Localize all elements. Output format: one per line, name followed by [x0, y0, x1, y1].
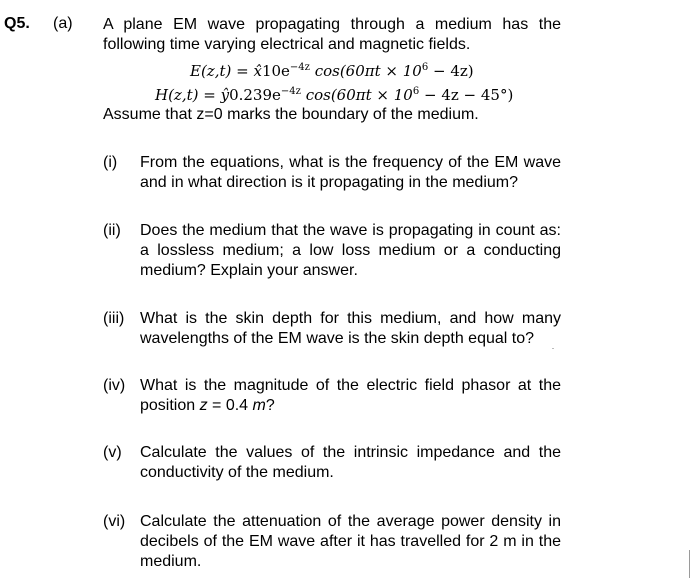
position-value: = 0.4 — [207, 397, 253, 414]
h-field-cos: cos(60πt × 10 — [300, 86, 413, 104]
subquestion-text: Calculate the values of the intrinsic impedance and the conductivity of the medium. — [140, 444, 561, 481]
subquestion-label: (v) — [103, 444, 122, 461]
h-field-exponent: −4z — [280, 86, 301, 97]
subquestion-ii — [103, 221, 561, 281]
subquestion-v — [103, 443, 561, 483]
subquestion-label: (iv) — [103, 377, 126, 394]
h-field-unit-vector: ŷ — [220, 86, 230, 104]
stray-mark — [552, 348, 554, 349]
h-field-lhs: H(z,t) = — [155, 86, 221, 104]
subquestion-text: What is the skin depth for this medium, and how many wavelengths of the EM wave is the skin depth equal to? — [140, 310, 561, 347]
e-field-unit-vector: x̂ — [253, 62, 262, 80]
subquestion-label: (iii) — [103, 310, 125, 327]
subquestion-label: (vi) — [103, 513, 126, 530]
subquestion-text: From the equations, what is the frequency of the EM wave and in what direction is it propagating in the medium? — [140, 154, 561, 191]
h-field-coef: 0.239e — [229, 86, 281, 104]
subquestion-iii — [103, 309, 561, 349]
electric-field-equation — [190, 58, 474, 81]
subquestion-text: Calculate the attenuation of the average power density in decibels of the EM wave after it has travelled for 2 m in the medium. — [140, 513, 561, 570]
e-field-tail: − 4z) — [428, 62, 474, 80]
margin-line — [689, 550, 690, 578]
h-field-exponent-2: 6 — [412, 86, 420, 97]
e-field-cos: cos(60πt × 10 — [309, 62, 422, 80]
e-field-lhs: E(z,t) = — [190, 62, 254, 80]
subquestion-iv — [103, 376, 561, 416]
subquestion-label: (i) — [103, 154, 118, 171]
subquestion-text-after: ? — [265, 397, 275, 414]
part-label: (a) — [53, 15, 73, 32]
position-variable: z — [199, 397, 208, 414]
position-unit: m — [252, 397, 266, 414]
magnetic-field-equation — [155, 82, 513, 105]
subquestion-vi — [103, 512, 561, 572]
question-number: Q5. — [4, 15, 30, 32]
e-field-coef: 10e — [261, 62, 290, 80]
e-field-exponent-2: 6 — [421, 62, 429, 73]
question-intro: A plane EM wave propagating through a medium has the following time varying electrical and magnetic fields. — [103, 16, 561, 53]
h-field-tail: − 4z − 45°) — [419, 86, 514, 104]
subquestion-label: (ii) — [103, 222, 121, 239]
subquestion-text — [140, 376, 561, 416]
e-field-exponent: −4z — [289, 62, 310, 73]
subquestion-i — [103, 153, 561, 193]
subquestion-text: Does the medium that the wave is propagating in count as: a lossless medium; a low loss medium or a conducting medium? Explain your answer. — [140, 222, 561, 279]
subquestion-text-before: What is the magnitude of the electric field phasor at the position — [140, 377, 561, 414]
boundary-assumption: Assume that z=0 marks the boundary of the medium. — [103, 106, 479, 123]
